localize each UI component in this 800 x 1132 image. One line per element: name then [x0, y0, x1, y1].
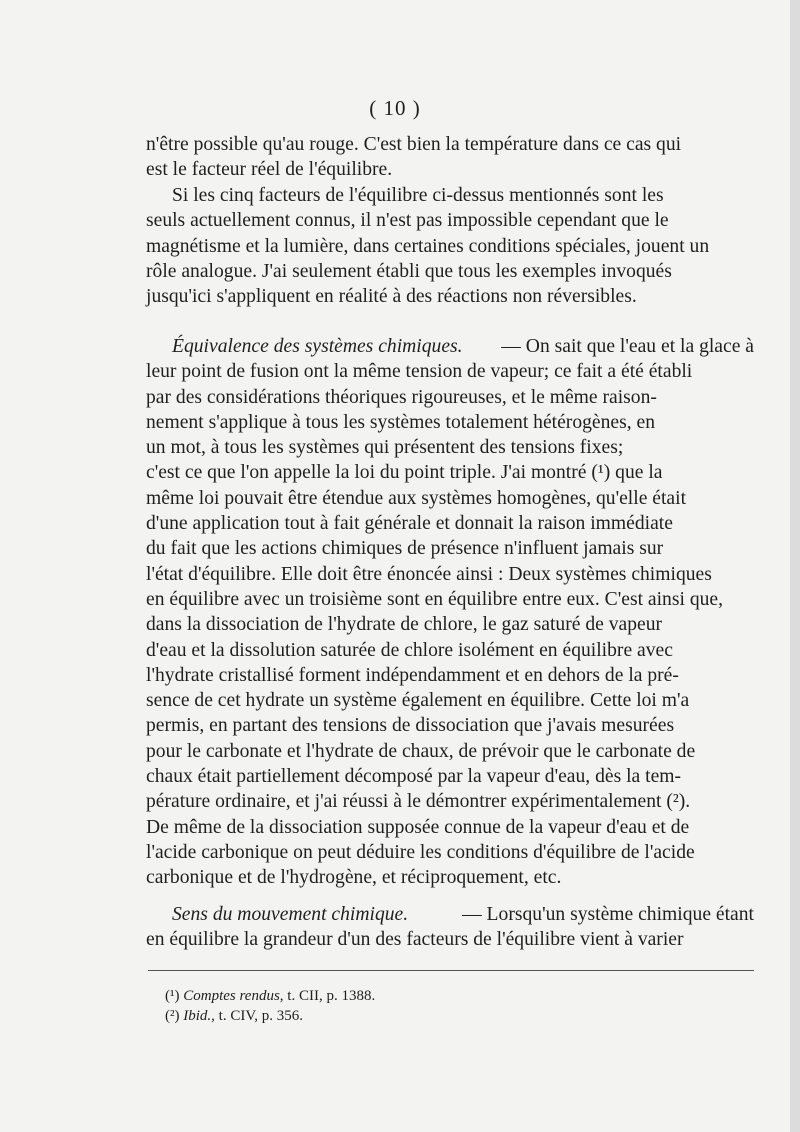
- footnote-text: , t. CII, p. 1388.: [279, 988, 376, 1004]
- text-line: [146, 865, 754, 890]
- text-line-content: seuls actuellement connus, il n'est pas impossible cependant que le: [146, 210, 669, 232]
- text-line-content: magnétisme et la lumière, dans certaines conditions spéciales, jouent un: [146, 235, 710, 257]
- footnote-source: Ibid.: [183, 1008, 212, 1024]
- footnote-divider: [148, 970, 754, 971]
- text-line: [146, 157, 754, 182]
- text-line-content: pérature ordinaire, et j'ai réussi à le démontrer expérimentalement (²).: [146, 791, 691, 813]
- text-line: [146, 460, 754, 485]
- text-line: [146, 234, 754, 259]
- text-line-content: c'est ce que l'on appelle la loi du point triple. J'ai montré (¹) que la: [146, 462, 663, 484]
- paragraph-1: [146, 132, 754, 183]
- text-line-content: un mot, à tous les systèmes qui présentent des tensions fixes;: [146, 437, 624, 459]
- text-line-content: — Lorsqu'un système chimique étant: [462, 904, 754, 925]
- text-line: [146, 713, 754, 738]
- footnote-mark: (¹): [165, 988, 180, 1004]
- text-line: [146, 739, 754, 764]
- text-line: [146, 612, 754, 637]
- text-line: [146, 562, 754, 587]
- text-line: [146, 789, 754, 814]
- text-line-content: — On sait que l'eau et la glace à: [501, 336, 754, 357]
- text-line: [146, 688, 754, 713]
- text-line: [146, 132, 754, 157]
- text-line: [146, 927, 754, 952]
- text-line: [146, 385, 754, 410]
- text-line-content: n'être possible qu'au rouge. C'est bien la température dans ce cas qui: [146, 134, 682, 155]
- text-line-content: Si les cinq facteurs de l'équilibre ci-dessus mentionnés sont les: [172, 185, 664, 206]
- paragraph-2: [146, 183, 754, 309]
- text-line: [146, 435, 754, 460]
- text-line-content: rôle analogue. J'ai seulement établi que tous les exemples invoqués: [146, 260, 672, 282]
- section-heading: Sens du mouvement chimique.: [172, 904, 409, 925]
- text-line-content: leur point de fusion ont la même tension de vapeur; ce fait a été établi: [146, 361, 693, 383]
- text-line-content: du fait que les actions chimiques de présence n'influent jamais sur: [146, 538, 664, 560]
- page-number: ( 10 ): [369, 96, 421, 120]
- text-line: [146, 815, 754, 840]
- text-line-content: De même de la dissociation supposée connue de la vapeur d'eau et de: [146, 816, 690, 838]
- text-line: [146, 284, 754, 309]
- text-line-content: par des considérations théoriques rigoureuses, et le même raison-: [146, 386, 657, 408]
- text-line-content: l'acide carbonique on peut déduire les conditions d'équilibre de l'acide: [146, 841, 695, 863]
- text-line-content: est le facteur réel de l'équilibre.: [146, 159, 393, 181]
- text-line-content: permis, en partant des tensions de dissociation que j'avais mesurées: [146, 715, 675, 737]
- section-heading: Équivalence des systèmes chimiques.: [172, 336, 463, 357]
- text-line-content: même loi pouvait être étendue aux systèmes homogènes, qu'elle était: [146, 487, 687, 509]
- text-line: [146, 638, 754, 663]
- text-line-content: sence de cet hydrate un système également en équilibre. Cette loi m'a: [146, 690, 690, 712]
- text-line: [146, 410, 754, 435]
- paragraph-3: [146, 334, 754, 891]
- text-line-content: en équilibre avec un troisième sont en équilibre entre eux. C'est ainsi que,: [146, 588, 724, 610]
- text-line: [146, 183, 754, 208]
- text-line-content: nement s'applique à tous les systèmes totalement hétérogènes, en: [146, 411, 656, 433]
- text-line-content: d'eau et la dissolution saturée de chlore isolément en équilibre avec: [146, 639, 673, 661]
- paragraph-4: [146, 902, 754, 953]
- text-line: [146, 208, 754, 233]
- text-line: [146, 902, 754, 927]
- footnote-text: , t. CIV, p. 356.: [211, 1008, 303, 1024]
- text-line-content: pour le carbonate et l'hydrate de chaux, de prévoir que le carbonate de: [146, 740, 696, 762]
- text-line: [146, 764, 754, 789]
- text-line: [146, 259, 754, 284]
- text-line-content: dans la dissociation de l'hydrate de chlore, le gaz saturé de vapeur: [146, 614, 663, 636]
- text-line: [146, 840, 754, 865]
- footnote-mark: (²): [165, 1008, 180, 1024]
- text-line-content: l'état d'équilibre. Elle doit être énoncée ainsi : Deux systèmes chimiques: [146, 563, 712, 585]
- text-line-content: chaux était partiellement décomposé par la vapeur d'eau, dès la tem-: [146, 766, 682, 788]
- text-line: [146, 587, 754, 612]
- text-line: [146, 663, 754, 688]
- footnote-source: Comptes rendus: [183, 988, 280, 1004]
- text-line: [146, 334, 754, 359]
- text-line-content: carbonique et de l'hydrogène, et réciproquement, etc.: [146, 867, 562, 889]
- footnote: [165, 986, 375, 1006]
- text-line: [146, 536, 754, 561]
- text-line-content: d'une application tout à fait générale et donnait la raison immédiate: [146, 513, 673, 535]
- text-line: [146, 511, 754, 536]
- footnotes: [165, 986, 375, 1026]
- text-line: [146, 486, 754, 511]
- text-line-content: jusqu'ici s'appliquent en réalité à des réactions non réversibles.: [146, 286, 637, 308]
- footnote: [165, 1006, 375, 1026]
- text-line: [146, 359, 754, 384]
- text-line-content: en équilibre la grandeur d'un des facteurs de l'équilibre vient à varier: [146, 929, 684, 951]
- text-line-content: l'hydrate cristallisé forment indépendamment et en dehors de la pré-: [146, 664, 679, 686]
